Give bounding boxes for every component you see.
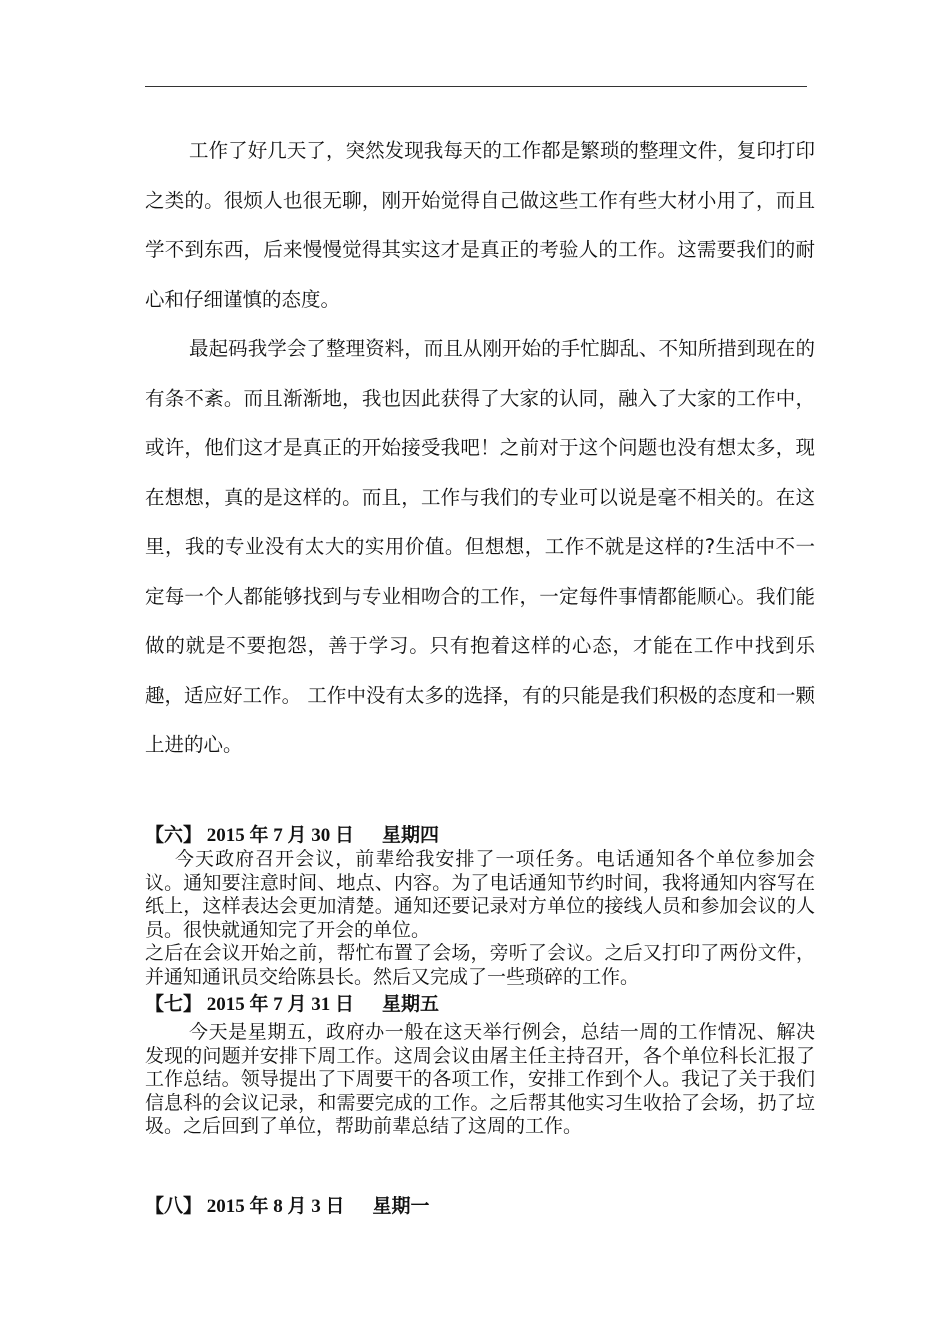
entry-8-heading xyxy=(145,1195,458,1219)
entry-6-heading xyxy=(145,824,467,848)
entry-7-body xyxy=(145,1021,815,1139)
header-rule xyxy=(145,86,807,87)
entry-8-date: 【八】 2015 年 8 月 3 日 xyxy=(145,1196,345,1217)
paragraph-2: 最起码我学会了整理资料，而且从刚开始的手忙脚乱、不知所措到现在的有条不紊。而且渐渐地，我也因此获得了大家的认同，融入了大家的工作中，或许，他们这才是真正的开始接受我吧！之前对于这个问题也没有想太多，现在想想，真的是这样的。而且，工作与我们的专业可以说是毫不相关的。在这里，我的专业没有太大的实用价值。但想想，工作不就是这样的?生活中不一定每一个人都能够找到与专业相吻合的工作，一定每件事情都能顺心。我们能做的就是不要抱怨，善于学习。只有抱着这样的心态，才能在工作中找到乐趣，适应好工作。 工作中没有太多的选择，有的只能是我们积极的态度和一颗上进的心。 xyxy=(145,337,815,756)
diary-continuation xyxy=(145,126,815,770)
entry-7-date: 【七】 2015 年 7 月 31 日 xyxy=(145,994,355,1015)
entry-6-date: 【六】 2015 年 7 月 30 日 xyxy=(145,825,355,846)
entry-8-weekday: 星期一 xyxy=(372,1196,430,1217)
entry-6-paragraph-1: 今天政府召开会议，前辈给我安排了一项任务。电话通知各个单位参加会议。通知要注意时间、地点、内容。为了电话通知节约时间，我将通知内容写在纸上，这样表达会更加清楚。通知还要记录对方单位的接线人员和参加会议的人员。很快就通知完了开会的单位。 xyxy=(145,849,815,941)
entry-7-heading xyxy=(145,993,467,1017)
entry-7-weekday: 星期五 xyxy=(382,994,440,1015)
entry-6-weekday: 星期四 xyxy=(382,825,440,846)
entry-7-paragraph: 今天是星期五，政府办一般在这天举行例会，总结一周的工作情况、解决发现的问题并安排下周工作。这周会议由屠主任主持召开，各个单位科长汇报了工作总结。领导提出了下周要干的各项工作，安排工作到个人。我记了关于我们信息科的会议记录，和需要完成的工作。之后帮其他实习生收拾了会场，扔了垃圾。之后回到了单位，帮助前辈总结了这周的工作。 xyxy=(145,1022,815,1137)
entry-6-body xyxy=(145,848,815,989)
paragraph-1: 工作了好几天了，突然发现我每天的工作都是繁琐的整理文件，复印打印之类的。很烦人也很无聊，刚开始觉得自己做这些工作有些大材小用了，而且学不到东西，后来慢慢觉得其实这才是真正的考验人的工作。这需要我们的耐心和仔细谨慎的态度。 xyxy=(145,139,815,311)
entry-6-paragraph-2: 之后在会议开始之前，帮忙布置了会场，旁听了会议。之后又打印了两份文件，并通知通讯员交给陈县长。然后又完成了一些琐碎的工作。 xyxy=(145,943,815,988)
